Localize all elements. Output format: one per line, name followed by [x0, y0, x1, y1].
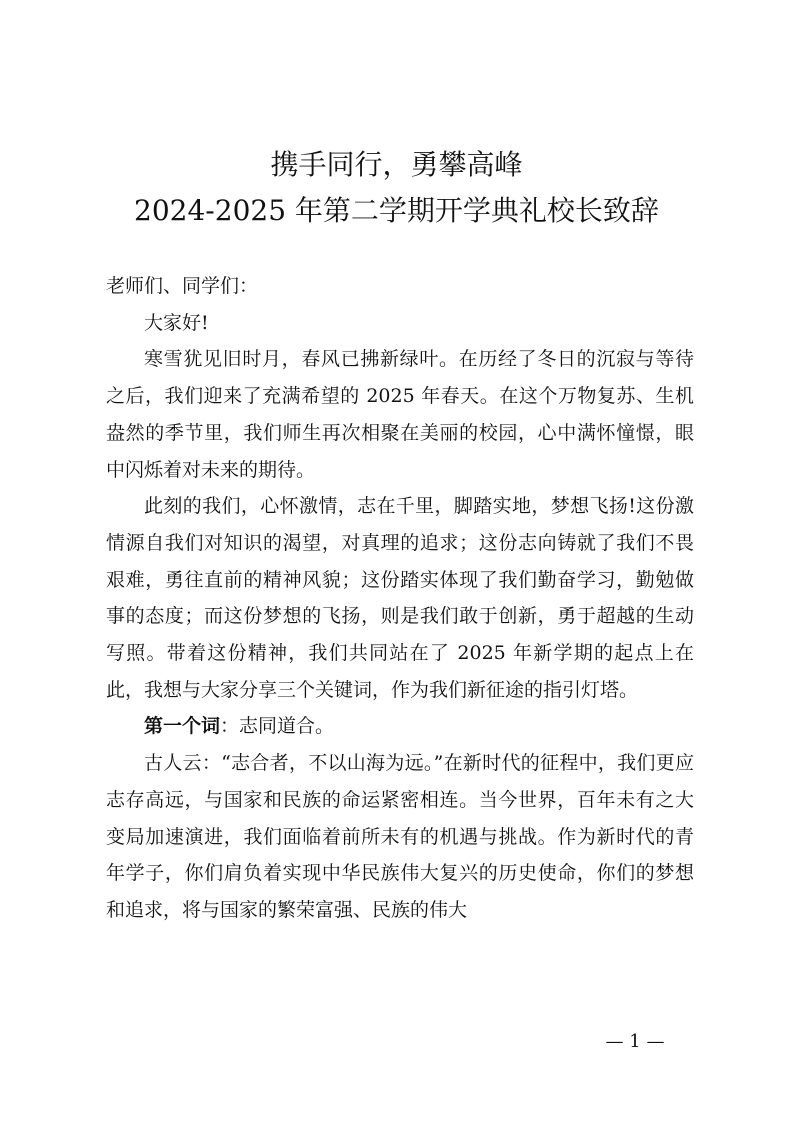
- speech-body: [106, 268, 694, 929]
- title-line-1: 携手同行，勇攀高峰: [270, 148, 523, 181]
- paragraph-2: 此刻的我们，心怀激情，志在千里，脚踏实地，梦想飞扬!这份激情源自我们对知识的渴望，对真理的追求；这份志向铸就了我们不畏艰难，勇往直前的精神风貌；这份踏实体现了我们勤奋学习，勤勉做事的态度；而这份梦想的飞扬，则是我们敢于创新，勇于超越的生动写照。带着这份精神，我们共同站在了 2025 年新学期的起点上在此，我想与大家分享三个关键词，作为我们新征途的指引灯塔。: [106, 495, 694, 701]
- salutation: 老师们、同学们：: [106, 275, 259, 297]
- paragraph-1: 寒雪犹见旧时月，春风已拂新绿叶。在历经了冬日的沉寂与等待之后，我们迎来了充满希望的 2025 年春天。在这个万物复苏、生机盎然的季节里，我们师生再次相聚在美丽的校园，心中满怀憧憬，眼中闪烁着对未来的期待。: [106, 348, 694, 481]
- keyword-text: ：志同道合。: [220, 715, 335, 738]
- greeting: 大家好!: [144, 311, 209, 334]
- keyword-label: 第一个词: [144, 715, 221, 738]
- keyword-heading: [106, 708, 694, 745]
- title-line-2: 2024-2025 年第二学期开学典礼校长致辞: [134, 194, 659, 227]
- paragraph-3: 古人云：“志合者，不以山海为远。”在新时代的征程中，我们更应志存高远，与国家和民族的命运紧密相连。当今世界，百年未有之大变局加速演进，我们面临着前所未有的机遇与挑战。作为新时代的青年学子，你们肩负着实现中华民族伟大复兴的历史使命，你们的梦想和追求，将与国家的繁荣富强、民族的伟大: [106, 752, 694, 921]
- page-number: — 1 —: [605, 1031, 665, 1052]
